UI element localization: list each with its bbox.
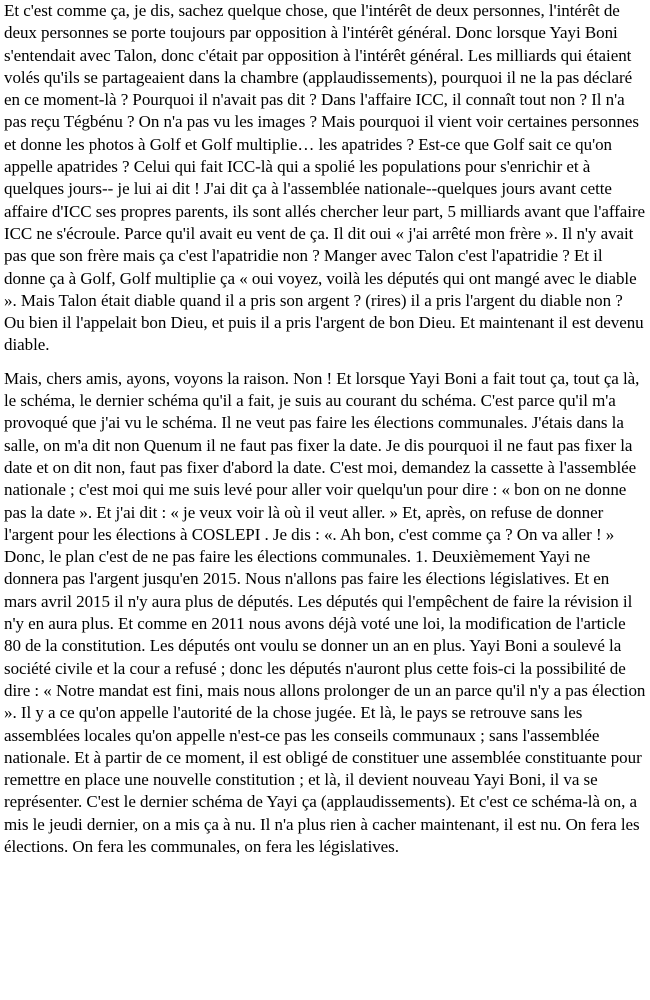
paragraph-1: Et c'est comme ça, je dis, sachez quelque chose, que l'intérêt de deux personnes, l'intérêt de deux personnes se porte toujours par opposition à l'intérêt général. Donc lorsque Yayi Boni s'entendait avec Talon, donc c'était par opposition à l'intérêt général. Les milliards qui étaient volés qu'ils se partageaient dans la chambre (applaudissements), pourquoi il ne la pas déclaré en ce moment-là ? Pourquoi il n'avait pas dit ? Dans l'affaire ICC, il connaît tout non ? Il n'a pas reçu Tégbénu ? On n'a pas vu les images ? Mais pourquoi il vient voir certaines personnes et donne les photos à Golf et Golf multiplie… les apatrides ? Est-ce que Golf sait ce qu'on appelle apatrides ? Celui qui fait ICC-là qui a spolié les populations pour s'enrichir et à quelques jours-- je lui ai dit ! J'ai dit ça à l'assemblée nationale--quelques jours avant cette affaire d'ICC ses propres parents, ils sont allés chercher leur part, 5 milliards avant que l'affaire ICC ne s'écroule. Parce qu'il avait eu vent de ça. Il dit oui « j'ai arrêté mon frère ». Il n'y avait pas que son frère mais ça c'est l'apatridie non ? Manger avec Talon c'est l'apatridie ? Et il donne ça à Golf, Golf multiplie ça « oui voyez, voilà les députés qui ont mangé avec le diable ». Mais Talon était diable quand il a pris son argent ? (rires) il a pris l'argent du diable non ? Ou bien il l'appelait bon Dieu, et puis il a pris l'argent de bon Dieu. Et maintenant il est devenu diable. xyxy=(4,1,646,355)
paragraph-2: Mais, chers amis, ayons, voyons la raison. Non ! Et lorsque Yayi Boni a fait tout ça, tout ça là, le schéma, le dernier schéma qu'il a fait, je suis au courant du schéma. C'est parce qu'il m'a provoqué que j'ai vu le schéma. Il ne veut pas faire les élections communales. J'étais dans la salle, on m'a dit non Quenum il ne faut pas fixer la date. Je dis pourquoi il ne faut pas fixer la date et on dit non, faut pas fixer d'abord la date. C'est moi, demandez la cassette à l'assemblée nationale ; c'est moi qui me suis levé pour aller voir quelqu'un pour dire : « bon on ne donne pas la date ». Et j'ai dit : « je veux voir là où il veut aller. » Et, après, on refuse de donner l'argent pour les élections à COSLEPI . Je dis : «. Ah bon, c'est comme ça ? On va aller ! » Donc, le plan c'est de ne pas faire les élections communales. 1. Deuxièmement Yayi ne donnera pas l'argent jusqu'en 2015. Nous n'allons pas faire les élections législatives. Et en mars avril 2015 il n'y aura plus de députés. Les députés qui l'empêchent de faire la révision il n'y en aura plus. Et comme en 2011 nous avons déjà voté une loi, la modification de l'article 80 de la constitution. Les députés ont voulu se donner un an en plus. Yayi Boni a soulevé la société civile et la cour a refusé ; donc les députés n'auront plus cette fois-ci la possibilité de dire : « Notre mandat est fini, mais nous allons prolonger de un an parce qu'il n'y a pas élection ». Il y a ce qu'on appelle l'autorité de la chose jugée. Et là, le pays se retrouve sans les assemblées locales qu'on appelle n'est-ce pas les conseils communaux ; sans l'assemblée nationale. Et à partir de ce moment, il est obligé de constituer une assemblée constituante pour remettre en place une nouvelle constitution ; et là, il devient nouveau Yayi Boni, il va se représenter. C'est le dernier schéma de Yayi ça (applaudissements). Et c'est ce schéma-là on, a mis le jeudi dernier, on a mis ça à nu. Il n'a plus rien à cacher maintenant, il est nu. On fera les élections. On fera les communales, on fera les législatives. xyxy=(4,368,646,856)
document-page xyxy=(4,0,646,858)
